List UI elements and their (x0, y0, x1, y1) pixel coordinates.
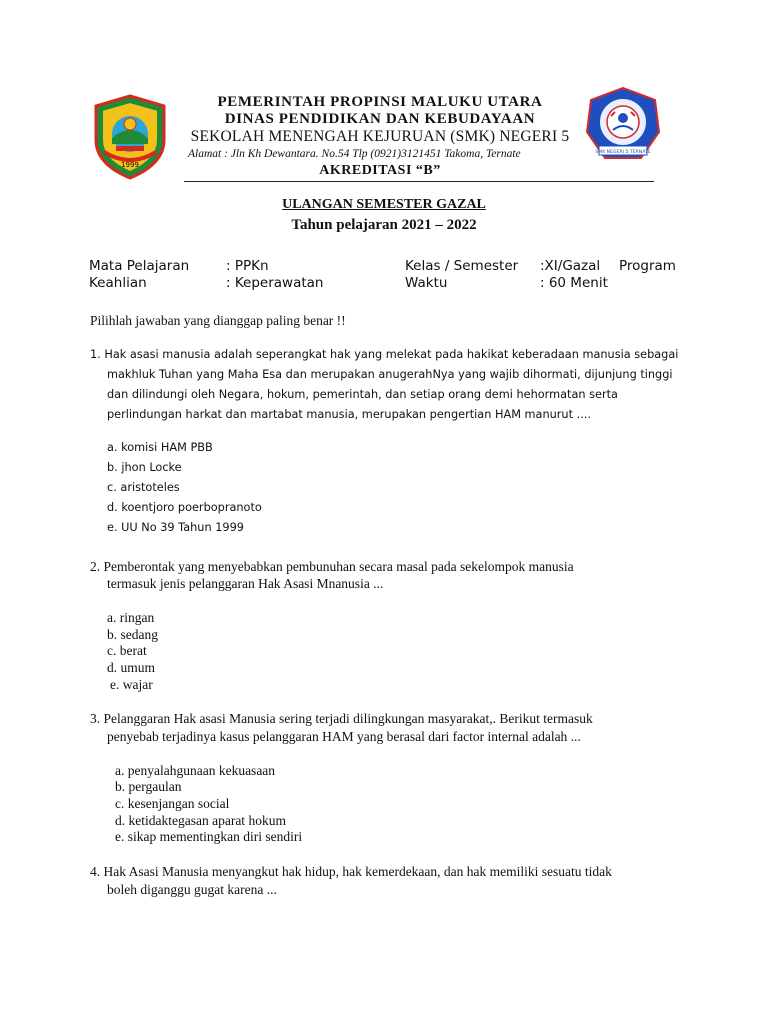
subject-label: Mata Pelajaran (89, 258, 190, 274)
answer-option[interactable]: b. sedang (107, 627, 158, 642)
exam-title: ULANGAN SEMESTER GAZAL (282, 197, 486, 212)
program-label: Program (619, 258, 676, 274)
question-line: 4. Hak Asasi Manusia menyangkut hak hidup, hak kemerdekaan, dan hak memiliki sesuatu tidak (90, 864, 612, 879)
answer-option[interactable]: c. aristoteles (107, 481, 180, 494)
answer-option[interactable]: b. jhon Locke (107, 461, 182, 474)
answer-option[interactable]: a. penyalahgunaan kekuasaan (115, 763, 276, 778)
question-line: 1. Hak asasi manusia adalah seperangkat hak yang melekat pada hakikat keberadaan manusia sebagai (90, 348, 679, 361)
header-address: Alamat : Jln Kh Dewantara. No.54 Tlp (0921)3121451 Takoma, Ternate (188, 148, 521, 160)
time-value: : 60 Menit (540, 275, 608, 291)
answer-option[interactable]: c. berat (107, 643, 147, 658)
question-line: perlindungan harkat dan martabat manusia, merupakan pengertian HAM manurut .... (107, 408, 591, 421)
header-divider (184, 181, 654, 182)
header-government: PEMERINTAH PROPINSI MALUKU UTARA (217, 94, 543, 110)
question-line: 2. Pemberontak yang menyebabkan pembunuhan secara masal pada sekelompok manusia (90, 559, 574, 574)
answer-option[interactable]: e. sikap mementingkan diri sendiri (115, 829, 303, 844)
question-line: boleh diganggu gugat karena ... (107, 882, 277, 897)
question-line: penyebab terjadinya kasus pelanggaran HAM yang berasal dari factor internal adalah ... (107, 729, 581, 744)
header-department: DINAS PENDIDIKAN DAN KEBUDAYAAN (224, 111, 536, 127)
skill-label: Keahlian (89, 275, 147, 291)
class-value: :XI/Gazal (540, 258, 601, 274)
answer-option[interactable]: d. umum (107, 660, 156, 675)
answer-option[interactable]: e. wajar (110, 677, 153, 692)
answer-option[interactable]: d. koentjoro poerbopranoto (107, 501, 262, 514)
right-logo-text: SMK NEGERI 5 TERNATE (595, 150, 651, 155)
answer-option[interactable]: a. ringan (107, 610, 155, 625)
instruction-text: Pilihlah jawaban yang dianggap paling benar !! (90, 313, 346, 328)
answer-option[interactable]: a. komisi HAM PBB (107, 441, 213, 454)
question-line: 3. Pelanggaran Hak asasi Manusia sering terjadi dilingkungan masyarakat,. Berikut termasuk (90, 711, 593, 726)
answer-option[interactable]: d. ketidaktegasan aparat hokum (115, 813, 286, 828)
time-label: Waktu (405, 275, 448, 291)
question-line: dan dilindungi oleh Negara, hokum, pemerintah, dan setiap orang demi hehormatan serta (107, 388, 618, 401)
exam-year: Tahun pelajaran 2021 – 2022 (291, 217, 477, 233)
class-label: Kelas / Semester (405, 258, 519, 274)
subject-value: : PPKn (226, 258, 269, 274)
left-logo-year: 1999 (121, 161, 139, 169)
answer-option[interactable]: e. UU No 39 Tahun 1999 (107, 521, 244, 534)
smk-negeri-5-emblem-icon (585, 86, 661, 162)
question-line: makhluk Tuhan yang Maha Esa dan merupakan anugerahNya yang wajib dihormati, dijunjung tinggi (107, 368, 673, 381)
header-accreditation: AKREDITASI “B” (319, 163, 441, 178)
answer-option[interactable]: c. kesenjangan social (115, 796, 230, 811)
answer-option[interactable]: b. pergaulan (115, 779, 182, 794)
question-line: termasuk jenis pelanggaran Hak Asasi Mnanusia ... (107, 576, 384, 591)
header-school: SEKOLAH MENENGAH KEJURUAN (SMK) NEGERI 5 (190, 128, 570, 145)
skill-value: : Keperawatan (226, 275, 324, 291)
maluku-utara-emblem-icon (92, 94, 168, 180)
